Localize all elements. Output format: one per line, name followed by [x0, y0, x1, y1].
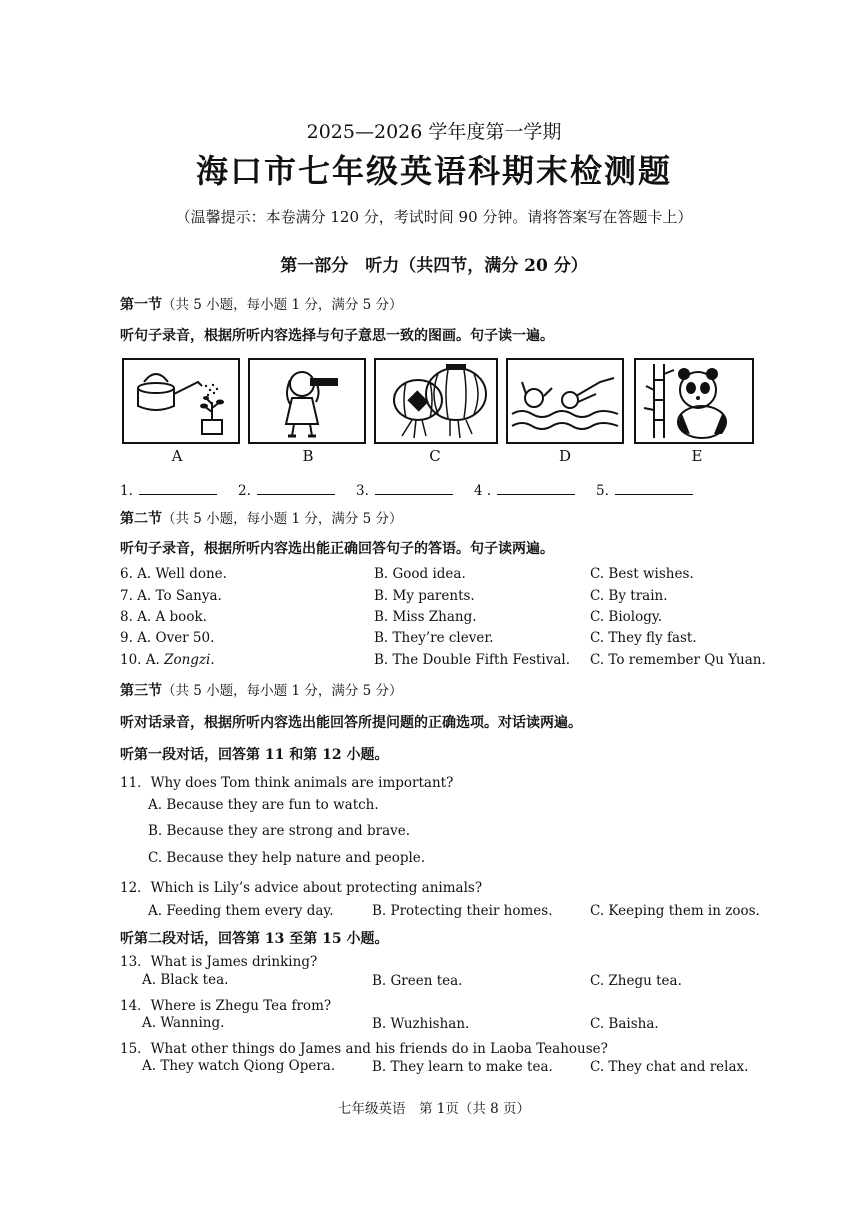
answer-blank-5[interactable]: [596, 480, 693, 499]
watering-can-icon: [124, 360, 238, 442]
blank-line: [375, 480, 453, 495]
section1-instruction: 听句子录音，根据所听内容选择与句子意思一致的图画。句子读一遍。: [120, 328, 554, 344]
picture-label-d: D: [558, 447, 572, 465]
q10-option-a[interactable]: [120, 652, 215, 668]
exam-term: 2025—2026 学年度第一学期: [306, 121, 562, 143]
q15-option-a[interactable]: A. They watch Qiong Opera.: [142, 1058, 336, 1074]
blank-number: 2.: [238, 483, 251, 499]
section2-heading: 第二节: [120, 511, 162, 527]
q11-stem: 11．Why does Tom think animals are important?: [120, 775, 454, 791]
q11-option-a[interactable]: A. Because they are fun to watch.: [148, 797, 379, 813]
exam-notice: （温馨提示：本卷满分 120 分，考试时间 90 分钟。请将答案写在答题卡上）: [175, 208, 693, 226]
exam-title: 海口市七年级英语科期末检测题: [195, 152, 672, 190]
section3-meta: （共 5 小题，每小题 1 分，满分 5 分）: [162, 683, 403, 699]
picture-label-c: C: [429, 447, 441, 465]
picture-a-watering-can: [122, 358, 240, 444]
q13-option-a[interactable]: A. Black tea.: [142, 972, 229, 988]
blank-line: [615, 480, 693, 495]
q7-option-b[interactable]: B. My parents.: [374, 588, 475, 604]
q10-option-c[interactable]: C. To remember Qu Yuan.: [590, 652, 766, 668]
q9-option-c[interactable]: C. They fly fast.: [590, 630, 697, 646]
answer-blank-1[interactable]: [120, 480, 217, 499]
blank-line: [139, 480, 217, 495]
q15-stem: 15．What other things do James and his friends do in Laoba Teahouse?: [120, 1041, 608, 1057]
q14-option-c[interactable]: C. Baisha.: [590, 1016, 659, 1032]
q8-option-a[interactable]: 8. A. A book.: [120, 609, 207, 625]
section2-meta: （共 5 小题，每小题 1 分，满分 5 分）: [162, 511, 403, 527]
answer-blank-3[interactable]: [356, 480, 453, 499]
section3-header: [120, 679, 403, 700]
q12-stem: 12．Which is Lily’s advice about protecting animals?: [120, 880, 483, 896]
section1-header: [120, 293, 403, 314]
dialog1-heading: 听第一段对话，回答第 11 和第 12 小题。: [120, 747, 389, 763]
picture-label-b: B: [302, 447, 314, 465]
section2-instruction: 听句子录音，根据所听内容选出能正确回答句子的答语。句子读两遍。: [120, 541, 554, 557]
picture-label-e: E: [691, 447, 703, 465]
section1-heading: 第一节: [120, 297, 162, 313]
answer-blank-4[interactable]: [474, 480, 575, 499]
swimming-icon: [508, 360, 622, 442]
q11-option-c[interactable]: C. Because they help nature and people.: [148, 850, 426, 866]
q14-option-a[interactable]: A. Wanning.: [142, 1015, 225, 1031]
q13-option-c[interactable]: C. Zhegu tea.: [590, 973, 682, 989]
q12-option-c[interactable]: C. Keeping them in zoos.: [590, 903, 760, 919]
answer-blank-2[interactable]: [238, 480, 335, 499]
q12-option-b[interactable]: B. Protecting their homes.: [372, 903, 553, 919]
picture-c-lanterns: [374, 358, 498, 444]
blank-line: [257, 480, 335, 495]
q6-option-c[interactable]: C. Best wishes.: [590, 566, 694, 582]
q10-option-a-prefix: 10. A.: [120, 652, 165, 668]
blank-number: 1.: [120, 483, 133, 499]
lantern-icon: [376, 360, 496, 442]
picture-label-a: A: [171, 447, 183, 465]
q8-option-c[interactable]: C. Biology.: [590, 609, 663, 625]
panda-icon: [636, 360, 752, 442]
q14-stem: 14．Where is Zhegu Tea from?: [120, 998, 332, 1014]
blank-number: 5.: [596, 483, 609, 499]
q11-option-b[interactable]: B. Because they are strong and brave.: [148, 823, 411, 839]
part1-title: 第一部分 听力（共四节，满分 20 分）: [280, 256, 588, 276]
blank-number: 3.: [356, 483, 369, 499]
blank-line: [497, 480, 575, 495]
section3-instruction: 听对话录音，根据所听内容选出能回答所提问题的正确选项。对话读两遍。: [120, 715, 582, 731]
q10-option-a-text: Zongzi.: [164, 652, 215, 668]
q7-option-c[interactable]: C. By train.: [590, 588, 668, 604]
q13-stem: 13．What is James drinking?: [120, 954, 318, 970]
q8-option-b[interactable]: B. Miss Zhang.: [374, 609, 477, 625]
section2-header: [120, 507, 403, 528]
q6-option-a[interactable]: 6. A. Well done.: [120, 566, 227, 582]
section1-meta: （共 5 小题，每小题 1 分，满分 5 分）: [162, 297, 403, 313]
dialog2-heading: 听第二段对话，回答第 13 至第 15 小题。: [120, 931, 389, 947]
girl-telescope-icon: [250, 360, 364, 442]
q14-option-b[interactable]: B. Wuzhishan.: [372, 1016, 470, 1032]
picture-e-panda: [634, 358, 754, 444]
q10-option-b[interactable]: B. The Double Fifth Festival.: [374, 652, 571, 668]
q9-option-a[interactable]: 9. A. Over 50.: [120, 630, 215, 646]
q12-option-a[interactable]: A. Feeding them every day.: [148, 903, 334, 919]
q7-option-a[interactable]: 7. A. To Sanya.: [120, 588, 222, 604]
picture-d-swimming: [506, 358, 624, 444]
q6-option-b[interactable]: B. Good idea.: [374, 566, 466, 582]
page-footer: 七年级英语 第 1页（共 8 页）: [337, 1101, 531, 1117]
blank-number: 4 .: [474, 483, 492, 499]
q13-option-b[interactable]: B. Green tea.: [372, 973, 463, 989]
q9-option-b[interactable]: B. They’re clever.: [374, 630, 494, 646]
q15-option-c[interactable]: C. They chat and relax.: [590, 1059, 749, 1075]
section3-heading: 第三节: [120, 683, 162, 699]
picture-b-girl-telescope: [248, 358, 366, 444]
q15-option-b[interactable]: B. They learn to make tea.: [372, 1059, 553, 1075]
